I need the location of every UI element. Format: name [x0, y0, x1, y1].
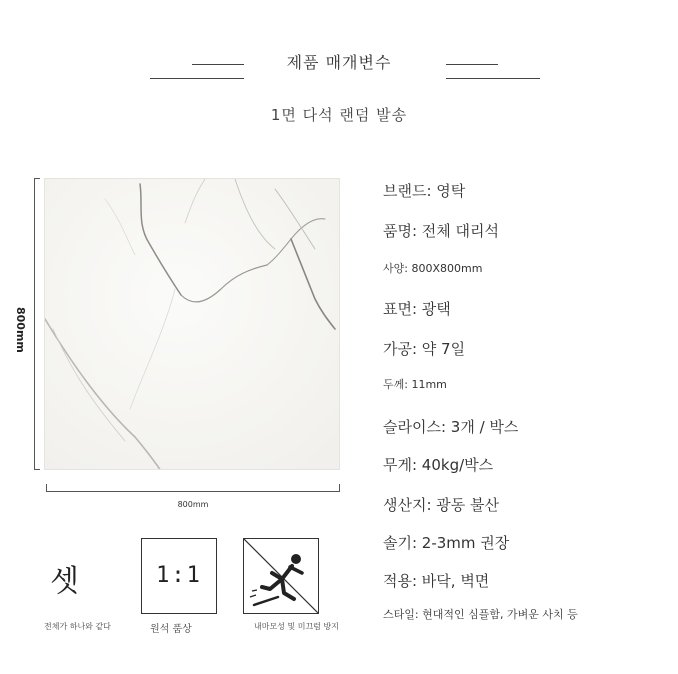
spec-seam: 솔기: 2-3mm 권장: [383, 534, 510, 552]
width-dimension-label: 800mm: [177, 500, 209, 509]
slip-warning-icon: [243, 538, 319, 614]
slip-label: 내마모성 및 미끄럼 방지: [254, 622, 339, 631]
height-dimension-label: 800mm: [14, 307, 27, 353]
header: [0, 0, 678, 140]
spec-style: 스타일: 현대적인 심플함, 가벼운 사치 등: [383, 608, 578, 621]
set-label: 전체가 하나와 같다: [44, 622, 111, 631]
title-rule-left-bottom: [150, 78, 244, 79]
ratio-label: 원석 품상: [150, 624, 192, 635]
width-dimension-line: [46, 484, 340, 492]
spec-weight: 무게: 40kg/박스: [383, 456, 494, 474]
spec-surface: 표면: 광택: [383, 300, 451, 318]
spec-brand: 브랜드: 영탁: [383, 182, 466, 200]
ratio-box: 1:1: [141, 538, 217, 614]
set-glyph: 셋: [50, 564, 79, 599]
marble-tile-image: [44, 178, 340, 470]
page-title: 제품 매개변수: [286, 53, 392, 72]
spec-processing: 가공: 약 7일: [383, 340, 466, 358]
title-rule-right-bottom: [446, 78, 540, 79]
spec-origin: 생산지: 광동 불산: [383, 496, 500, 514]
spec-size: 사양: 800X800mm: [383, 262, 483, 275]
page-subtitle: 1면 다석 랜덤 발송: [270, 106, 408, 124]
marble-veins: [45, 179, 340, 470]
spec-product-name: 품명: 전체 대리석: [383, 222, 500, 240]
height-dimension-line: [34, 178, 40, 470]
spec-thickness: 두께: 11mm: [383, 378, 447, 391]
spec-application: 적용: 바닥, 벽면: [383, 572, 490, 590]
spec-pieces: 슬라이스: 3개 / 박스: [383, 418, 519, 436]
